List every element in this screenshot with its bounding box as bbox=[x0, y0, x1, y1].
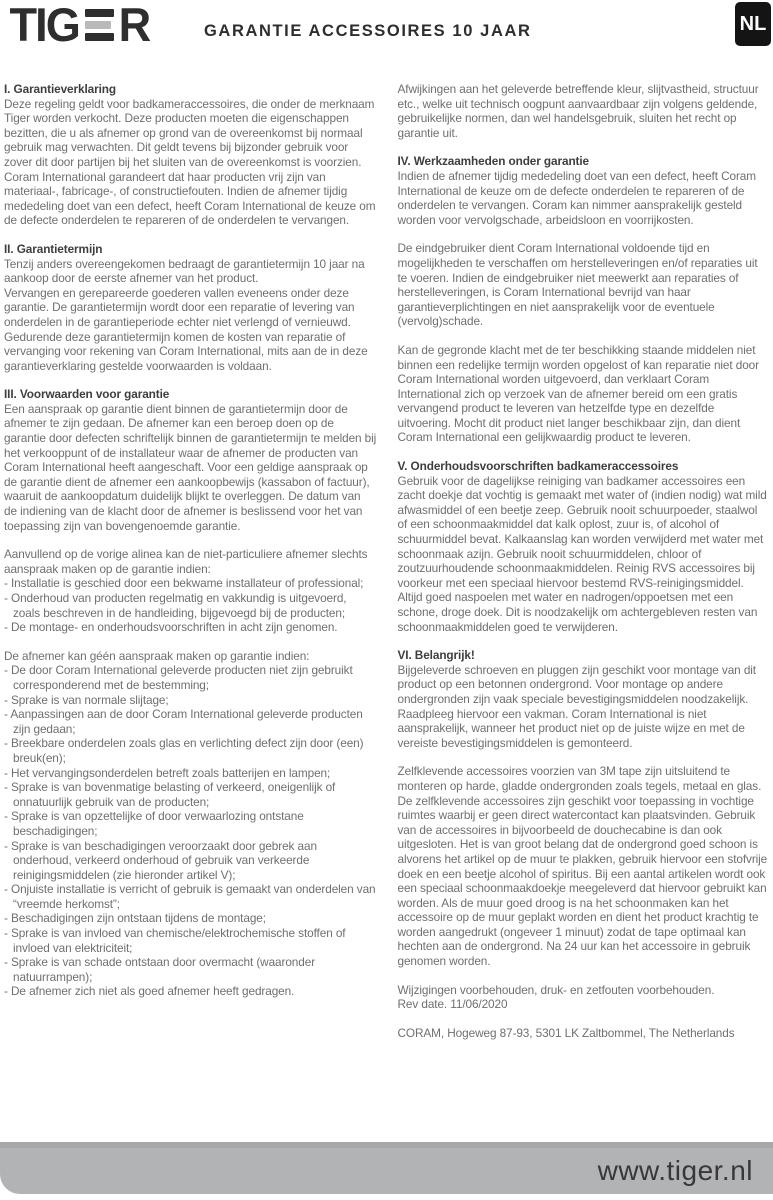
page-title: GARANTIE ACCESSOIRES 10 JAAR bbox=[204, 22, 532, 40]
list-item: - Sprake is van bovenmatige belasting of verkeerd, oneigenlijk of onnatuurlijk gebruik van de producten; bbox=[4, 780, 336, 809]
section-heading: I. Garantieverklaring bbox=[4, 82, 116, 96]
paragraph: Gedurende deze garantietermijn komen de kosten van reparatie of vervanging voor rekening van Coram International, mits aan de in deze garantieverklaring gestelde voorwaarden is voldaan. bbox=[4, 329, 368, 373]
paragraph: Deze regeling geldt voor badkameraccessoires, die onder de merknaam Tiger worden verkocht. Deze producten moeten die eigenschappen bezitten, die u als afnemer op grond van de overeenkomst bij normaal gebruik mag verwachten. Dit geldt tevens bij bijzonder gebruik voor zover dit door partijen bij het sluiten van de overeenkomst is voorzien. Coram International garandeert dat haar producten vrij zijn van materiaal-, fabricage-, of constructiefouten. Indien de afnemer tijdig mededeling doet van een defect, heeft Coram International de keuze om de defecte onderdelen te repareren of de onderdelen te vervangen. bbox=[4, 96, 376, 228]
list-item: - Breekbare onderdelen zoals glas en verlichting defect zijn door (een) breuk(en); bbox=[4, 736, 364, 765]
website-url: www.tiger.nl bbox=[597, 1155, 753, 1186]
language-badge: NL bbox=[735, 2, 771, 46]
right-column bbox=[398, 82, 771, 1040]
list-item: - Installatie is geschied door een bekwame installateur of professional; bbox=[4, 576, 364, 591]
section-heading: V. Onderhoudsvoorschriften badkameraccessoires bbox=[397, 459, 679, 474]
paragraph: Gebruik voor de dagelijkse reiniging van badkamer accessoires een zacht doekje dat vochtig is gemaakt met water of (indien nodig) wat mild afwasmiddel of een beetje zeep. Gebruik nooit schuurpoeder, staalwol of een schoonmaakmiddel dat kalk oplost, zuur is, of alcohol of schuurmiddel bevat. Kalkaanslag kan worden verwijderd met water met schoonmaak azijn. Gebruik nooit schuurmiddelen, chloor of zoutzuurhoudende schoonmaakmiddelen. Reinig RVS accessoires bij voorkeur met een speciaal hiervoor bestemd RVS-reinigingsmiddel. Altijd goed naspoelen met water en nadrogen/oppoetsen met een schone, droge doek. Dit is noodzakelijk om achtergebleven resten van schoonmaakmiddelen goed te verwijderen. bbox=[397, 473, 767, 634]
list-item: - De afnemer zich niet als goed afnemer heeft gedragen. bbox=[4, 984, 295, 999]
logo-text-left: TIG bbox=[9, 0, 79, 51]
list-item: - Sprake is van invloed van chemische/elektrochemische stoffen of invloed van elektriciteit; bbox=[4, 926, 346, 955]
list-item: - Sprake is van beschadigingen veroorzaakt door gebrek aan onderhoud, verkeerd onderhoud of gebruik van verkeerde reinigingsmiddelen (zie hieronder artikel V); bbox=[4, 838, 317, 882]
paragraph: Indien de afnemer tijdig mededeling doet van een defect, heeft Coram International de keuze om de defecte onderdelen te repareren of de onderdelen te vervangen. Coram kan nimmer aansprakelijk gesteld worden voor vervolgschade, arbeidsloon en voorrijkosten. bbox=[397, 168, 756, 227]
paragraph: Vervangen en gerepareerde goederen vallen eveneens onder deze garantie. De garantietermijn wordt door een reparatie of levering van onderdelen in de garantieperiode echter niet verlengd of vernieuwd. bbox=[4, 285, 355, 329]
section-heading: VI. Belangrijk! bbox=[397, 648, 475, 663]
paragraph: De afnemer kan géén aanspraak maken op garantie indien: bbox=[4, 648, 310, 663]
list-item: - Onderhoud van producten regelmatig en vakkundig is uitgevoerd, zoals beschreven in de handleiding, bijgevoegd bij de producten; bbox=[4, 591, 347, 620]
left-column bbox=[4, 82, 377, 1040]
document-body bbox=[0, 82, 773, 1040]
list-item: - Het vervangingsonderdelen betreft zoals batterijen en lampen; bbox=[4, 765, 331, 780]
list-item: - De montage- en onderhoudsvoorschriften in acht zijn genomen. bbox=[4, 620, 338, 635]
list-item: - Sprake is van normale slijtage; bbox=[4, 692, 169, 707]
paragraph: Zelfklevende accessoires voorzien van 3M tape zijn uitsluitend te monteren op harde, gladde ondergronden zoals tegels, metaal en glas. De zelfklevende accessoires zijn geschikt voor toepassing in vochtige ruimtes waarbij er geen direct watercontact kan plaatsvinden. Gebruik van de accessoires in bijvoorbeeld de douchecabine is dan ook uitgesloten. Het is van groot belang dat de ondergrond goed schoon is alvorens het artikel op de muur te plakken, gebruik hiervoor een stofvrije doek en een beetje alcohol of spiritus. Bij een aantal artikelen wordt ook een speciaal schoonmaakdoekje meegeleverd dat hiervoor gebruikt kan worden. Als de muur goed droog is na het schoonmaken kan het accessoire op de muur geplakt worden en dient het product krachtig te worden aangedrukt (ongeveer 1 minuut) zodat de tape optimaal kan hechten aan de ondergrond. Na 24 uur kan het accessoire in gebruik genomen worden. bbox=[397, 764, 768, 969]
logo-text-right: R bbox=[118, 0, 150, 51]
paragraph: Afwijkingen aan het geleverde betreffende kleur, slijtvastheid, structuur etc., welke uit technisch oogpunt aanvaardbaar zijn volgens geldende, gebruikelijke normen, dan wel handelsgebruik, sluiten het recht op garantie uit. bbox=[397, 82, 759, 140]
list-item: - Sprake is van opzettelijke of door verwaarlozing ontstane beschadigingen; bbox=[4, 809, 304, 838]
list-item: - Beschadigingen zijn ontstaan tijdens de montage; bbox=[4, 911, 266, 926]
paragraph: Tenzij anders overeengekomen bedraagt de garantietermijn 10 jaar na aankoop door de eerste afnemer van het product. bbox=[4, 256, 365, 286]
paragraph: Bijgeleverde schroeven en pluggen zijn geschikt voor montage van dit product op een betonnen ondergrond. Voor montage op andere ondergronden zijn vaak speciale bevestigingsmiddelen noodzakelijk. Raadpleeg hiervoor een vakman. Coram International is niet aansprakelijk, wanneer het product niet op de juiste wijze en met de vereiste bevestigingsmiddelen is gemonteerd. bbox=[397, 662, 756, 750]
section-heading: III. Voorwaarden voor garantie bbox=[4, 387, 170, 402]
list-item: - De door Coram International geleverde producten niet zijn gebruikt corresponderend met de bestemming; bbox=[4, 663, 353, 692]
list-item: - Aanpassingen aan de door Coram International geleverde producten zijn gedaan; bbox=[4, 707, 363, 736]
paragraph: CORAM, Hogeweg 87-93, 5301 LK Zaltbommel, The Netherlands bbox=[397, 1025, 735, 1040]
paragraph: Een aanspraak op garantie dient binnen de garantietermijn door de afnemer te zijn gedaan. De afnemer kan een beroep doen op de garantie door defecten schriftelijk binnen de garantietermijn te melden bij het verkooppunt of de installateur waar de afnemer de producten van Coram International heeft aangeschaft. Voor een geldige aanspraak op de garantie dient de afnemer een aankoopbewijs (kassabon of factuur), waaruit de aankoopdatum duidelijk blijkt te overleggen. De datum van de indiening van de klacht door de afnemer is beslissend voor het van toepassing zijn van bovengenoemde garantie. bbox=[4, 401, 377, 533]
paragraph: Kan de gegronde klacht met de ter beschikking staande middelen niet binnen een redelijke termijn worden opgelost of kan reparatie niet door Coram International worden uitgevoerd, dan verklaart Coram International zich op verzoek van de afnemer bereid om een gratis vervangend product te leveren van hetzelfde type en dezelfde uitvoering. Mocht dit product niet langer beschikbaar zijn, dan dient Coram International een gelijkwaardig product te leveren. bbox=[397, 342, 759, 445]
paragraph: Rev date. 11/06/2020 bbox=[397, 997, 508, 1012]
logo-e-bars-icon bbox=[85, 9, 114, 41]
section-heading: II. Garantietermijn bbox=[4, 241, 103, 256]
section-heading: IV. Werkzaamheden onder garantie bbox=[397, 154, 590, 169]
document-footer bbox=[0, 1142, 773, 1194]
paragraph: De eindgebruiker dient Coram International voldoende tijd en mogelijkheden te verschaffen om herstelleveringen en/of reparaties uit te voeren. Indien de eindgebruiker niet meewerkt aan reparaties of herstelleveringen, is Coram International bevrijd van haar garantieverplichtingen en niet aansprakelijk voor de eventuele (vervolg)schade. bbox=[397, 241, 758, 329]
paragraph: Aanvullend op de vorige alinea kan de niet-particuliere afnemer slechts aanspraak maken op de garantie indien: bbox=[4, 547, 368, 576]
tiger-logo bbox=[8, 0, 150, 51]
document-header bbox=[0, 0, 773, 82]
list-item: - Onjuiste installatie is verricht of gebruik is gemaakt van onderdelen van “vreemde herkomst”; bbox=[4, 882, 376, 911]
list-item: - Sprake is van schade ontstaan door overmacht (waaronder natuurrampen); bbox=[4, 955, 316, 984]
paragraph: Wijzigingen voorbehouden, druk- en zetfouten voorbehouden. bbox=[397, 982, 715, 997]
